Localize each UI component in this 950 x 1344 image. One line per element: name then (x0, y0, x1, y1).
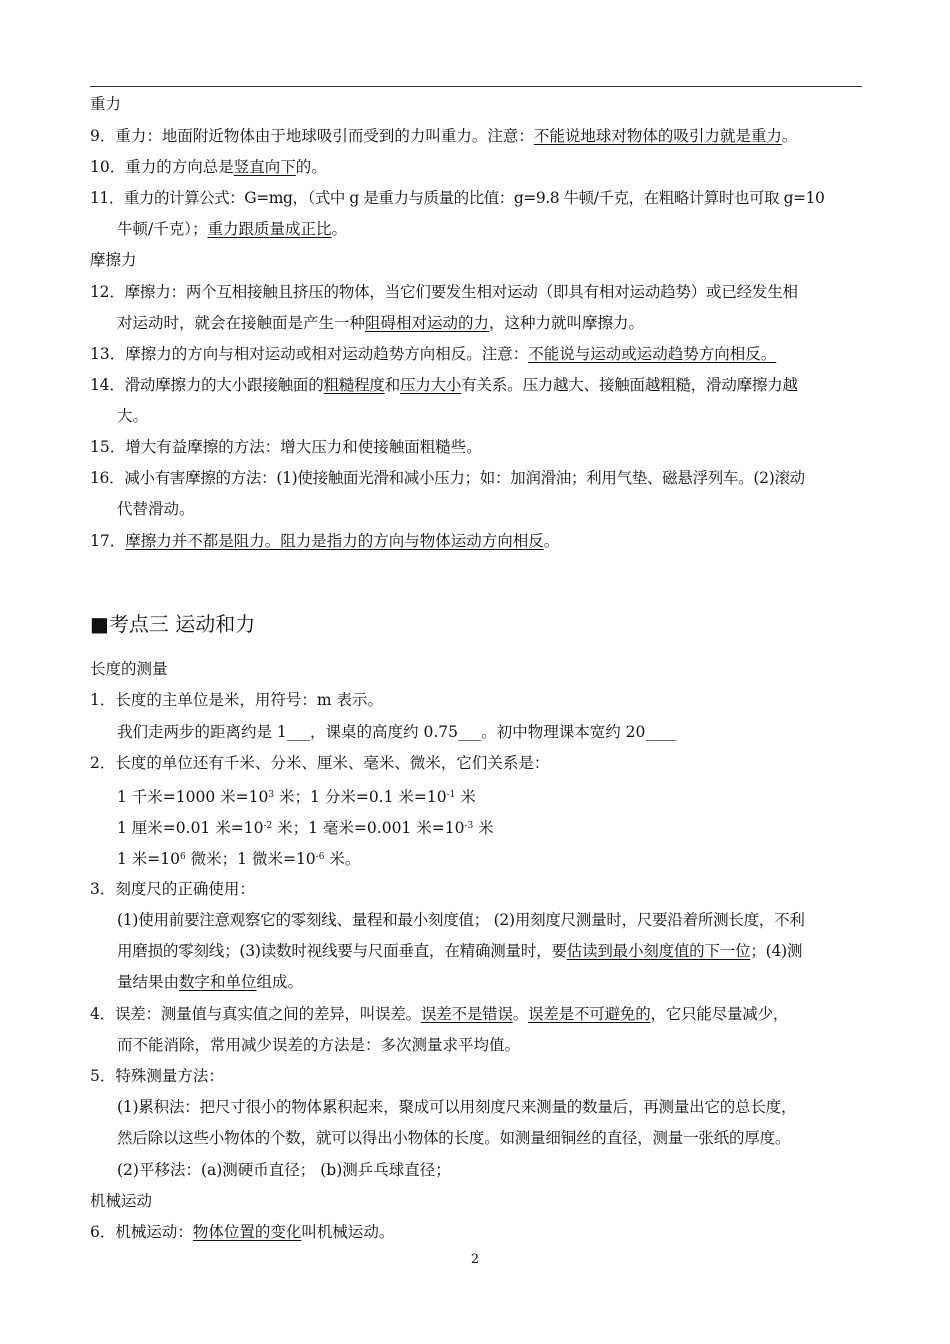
unit-relation-1: 1 千米=1000 米$=10^3$ 米；1 分米=0.1 米$=10^{-1}$ 米 (117, 788, 476, 806)
item-9: 9．重力：地面附近物体由于地球吸引而受到的力叫重力。注意：不能说地球对物体的吸引力就是重力。 (90, 127, 798, 145)
page-number: 2 (470, 1252, 480, 1267)
item-3: 3．刻度尺的正确使用： (90, 880, 255, 898)
item-15: 15．增大有益摩擦的方法：增大压力和使接触面粗糙些。 (90, 438, 482, 456)
heading-length: 长度的测量 (90, 660, 168, 678)
item-3-line1: (1)使用前要注意观察它的零刻线、量程和最小刻度值； (2)用刻度尺测量时，尺要沿着所测长度，不利 (117, 911, 805, 929)
item-3-line3: 量结果由数字和单位组成。 (117, 973, 304, 991)
item-4-line1: 4．误差：测量值与真实值之间的差异，叫误差。误差不是错误。误差是不可避免的，它只能尽量减少， (90, 1005, 789, 1023)
item-6: 6．机械运动：物体位置的变化叫机械运动。 (90, 1223, 395, 1241)
heading-gravity: 重力 (90, 95, 122, 113)
item-10: 10．重力的方向总是竖直向下的。 (90, 158, 327, 176)
item-14-line1: 14．滑动摩擦力的大小跟接触面的粗糙程度和压力大小有关系。压力越大、接触面越粗糙，滑动摩擦力越 (90, 376, 798, 394)
item-13: 13．摩擦力的方向与相对运动或相对运动趋势方向相反。注意：不能说与运动或运动趋势方向相反。 (90, 345, 777, 363)
item-12-line2: 对运动时，就会在接触面是产生一种阻碍相对运动的力，这种力就叫摩擦力。 (117, 314, 645, 332)
item-16-line2: 代替滑动。 (117, 500, 195, 518)
item-16-line1: 16．减小有害摩擦的方法：(1)使接触面光滑和减小压力；如：加润滑油；利用气垫、磁悬浮列车。(2)滚动 (90, 469, 805, 487)
heading-motion: 机械运动 (90, 1192, 153, 1210)
item-4-line2: 而不能消除，常用减少误差的方法是：多次测量求平均值。 (117, 1036, 521, 1054)
item-11-line2: 牛顿/千克）；重力跟质量成正比。 (117, 220, 348, 238)
item-17: 17．摩擦力并不都是阻力。阻力是指力的方向与物体运动方向相反。 (90, 532, 560, 550)
heading-friction: 摩擦力 (90, 251, 137, 269)
item-5-line1: (1)累积法：把尺寸很小的物体累积起来，聚成可以用刻度尺来测量的数量后，再测量出它的总长度， (117, 1098, 797, 1116)
item-5-line2: 然后除以这些小物体的个数，就可以得出小物体的长度。如测量细铜丝的直径，测量一张纸的厚度。 (117, 1129, 791, 1147)
item-2: 2．长度的单位还有千米、分米、厘米、毫米、微米，它们关系是： (90, 754, 550, 772)
item-5-line3: (2)平移法：(a)测硬币直径； (b)测乒乓球直径； (117, 1161, 451, 1179)
unit-relation-2: 1 厘米=0.01 米$=10^{-2}$ 米；1 毫米=0.001 米$=10^{-3}$ 米 (117, 819, 494, 837)
header-rule (90, 86, 862, 87)
item-1: 1．长度的主单位是米，用符号：m 表示。 (90, 691, 383, 709)
section-title: ■考点三 运动和力 (90, 612, 256, 636)
item-1-fill-blanks: 我们走两步的距离约是 1___，课桌的高度约 0.75___。初中物理课本宽约 20____ (117, 723, 677, 741)
item-5: 5．特殊测量方法： (90, 1067, 224, 1085)
item-3-line2: 用磨损的零刻线；(3)读数时视线要与尺面垂直，在精确测量时，要估读到最小刻度值的下一位；(4)测 (117, 942, 803, 960)
unit-relation-3: 1 米$=10^6$ 微米；1 微米$=10^{-6}$ 米。 (117, 850, 361, 868)
item-11-line1: 11．重力的计算公式：G=mg，（式中 g 是重力与质量的比值：g=9.8 牛顿/千克，在粗略计算时也可取 g=10 (90, 189, 825, 207)
item-12-line1: 12．摩擦力：两个互相接触且挤压的物体，当它们要发生相对运动（即具有相对运动趋势）或已经发生相 (90, 283, 798, 301)
item-14-line2: 大。 (117, 407, 149, 425)
